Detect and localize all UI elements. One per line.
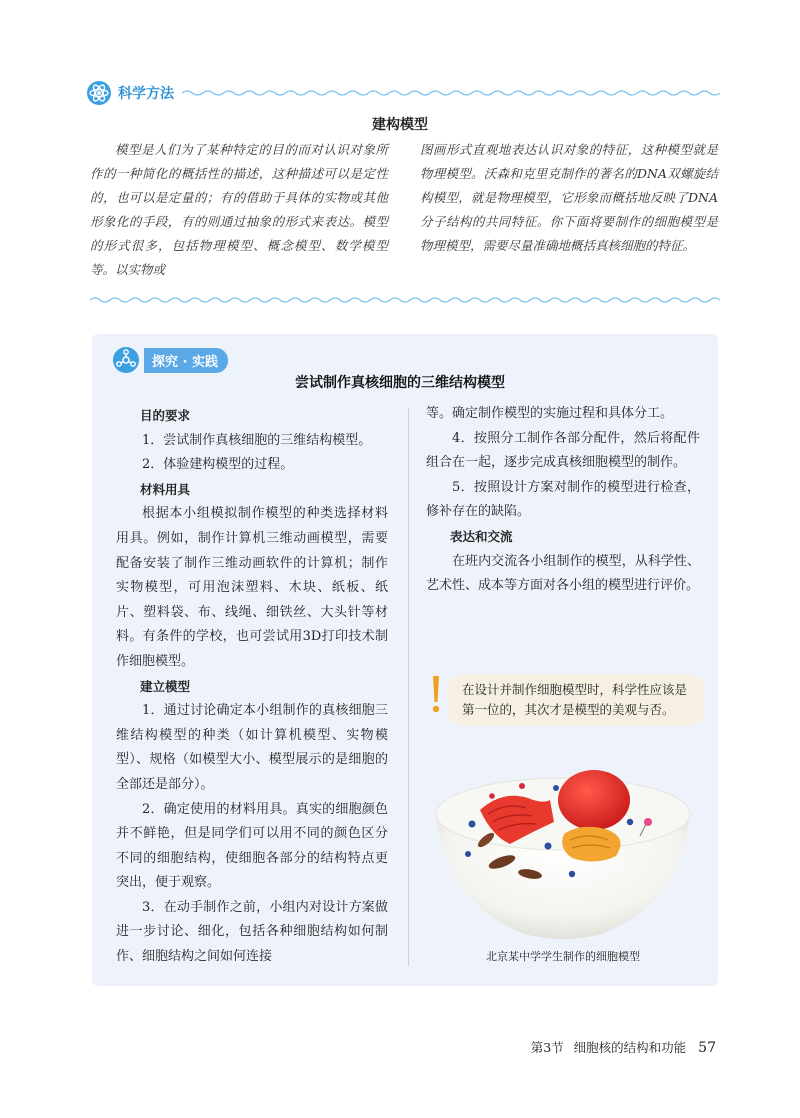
wave-divider-bottom [90, 296, 720, 304]
cell-model-photo [432, 752, 694, 942]
goal-item: 1．尝试制作真核细胞的三维结构模型。 [142, 432, 372, 448]
goal-item: 2．体验建构模型的过程。 [142, 457, 294, 473]
build-step: 4．按照分工制作各部分配件，然后将配件组合在一起，逐步完成真核细胞模型的制作。 [426, 430, 700, 471]
explore-practice-label: 探究 · 实践 [144, 348, 228, 373]
heading-express: 表达和交流 [450, 528, 513, 544]
express-paragraph: 在班内交流各小组制作的模型，从科学性、艺术性、成本等方面对各小组的模型进行评价。 [426, 553, 700, 594]
science-method-label: 科学方法 [118, 86, 174, 102]
paragraph: 图画形式直观地表达认识对象的特征，这种模型就是物理模型。沃森和克里克制作的著名的DNA双螺旋结构模型，就是物理模型，它形象而概括地反映了DNA分子结构的共同特征。你下面将要制作的细胞模型是物理模型，需要尽量准确地概括真核细胞的特征。 [420, 142, 718, 253]
paragraph: 模型是人们为了某种特定的目的而对认识对象所作的一种简化的概括性的描述，这种描述可以是定性的，也可以是定量的；有的借助于具体的实物或其他形象化的手段，有的则通过抽象的形式来表达。模型的形式很多，包括物理模型、概念模型、数学模型等。以实物或 [90, 142, 388, 277]
science-method-title: 建构模型 [372, 117, 428, 133]
explore-practice-header [112, 346, 228, 374]
photo-caption: 北京某中学学生制作的细胞模型 [486, 950, 640, 963]
note-bubble [428, 674, 704, 726]
build-step: 5．按照设计方案对制作的模型进行检查，修补存在的缺陷。 [426, 479, 700, 520]
footer-title: 细胞核的结构和功能 [573, 1040, 687, 1055]
footer-section: 第3节 [530, 1040, 564, 1055]
science-method-header [86, 78, 720, 108]
continued-paragraph: 等。确定制作模型的实施过程和具体分工。 [426, 406, 674, 421]
wave-divider [182, 89, 720, 97]
heading-build: 建立模型 [140, 678, 191, 694]
science-method-col-left [90, 138, 388, 282]
heading-materials: 材料用具 [140, 481, 191, 497]
note-text: 在设计并制作细胞模型时，科学性应该是第一位的，其次才是模型的美观与否。 [448, 674, 704, 726]
explore-right-column [426, 402, 700, 599]
column-divider [408, 408, 409, 966]
science-method-col-right [420, 138, 718, 282]
explore-practice-title: 尝试制作真核细胞的三维结构模型 [295, 375, 505, 391]
build-step: 2．确定使用的材料用具。真实的细胞颜色并不鲜艳，但是同学们可以用不同的颜色区分不同的细胞结构，使细胞各部分的结构特点更突出，便于观察。 [116, 801, 388, 891]
heading-goal: 目的要求 [140, 408, 191, 423]
materials-paragraph: 根据本小组模拟制作模型的种类选择材料用具。例如，制作计算机三维动画模型，需要配备安装了制作三维动画软件的计算机；制作实物模型，可用泡沫塑料、木块、纸板、纸片、塑料袋、布、线绳、细铁丝、大头针等材料。有条件的学校，也可尝试用3D打印技术制作细胞模型。 [116, 506, 388, 669]
explore-left-column [116, 404, 388, 970]
atom-icon [86, 80, 112, 106]
build-step: 3．在动手制作之前，小组内对设计方案做进一步讨论、细化，包括各种细胞结构如何制作、细胞结构之间如何连接 [116, 899, 388, 965]
science-method-columns [90, 138, 718, 282]
page-footer [531, 1038, 716, 1056]
build-step: 1．通过讨论确定本小组制作的真核细胞三维结构模型的种类（如计算机模型、实物模型）、规格（如模型大小、模型展示的是细胞的全部还是部分）。 [116, 703, 388, 792]
exclamation-icon [428, 674, 444, 716]
molecule-icon [112, 346, 140, 374]
page-number: 57 [698, 1040, 716, 1056]
